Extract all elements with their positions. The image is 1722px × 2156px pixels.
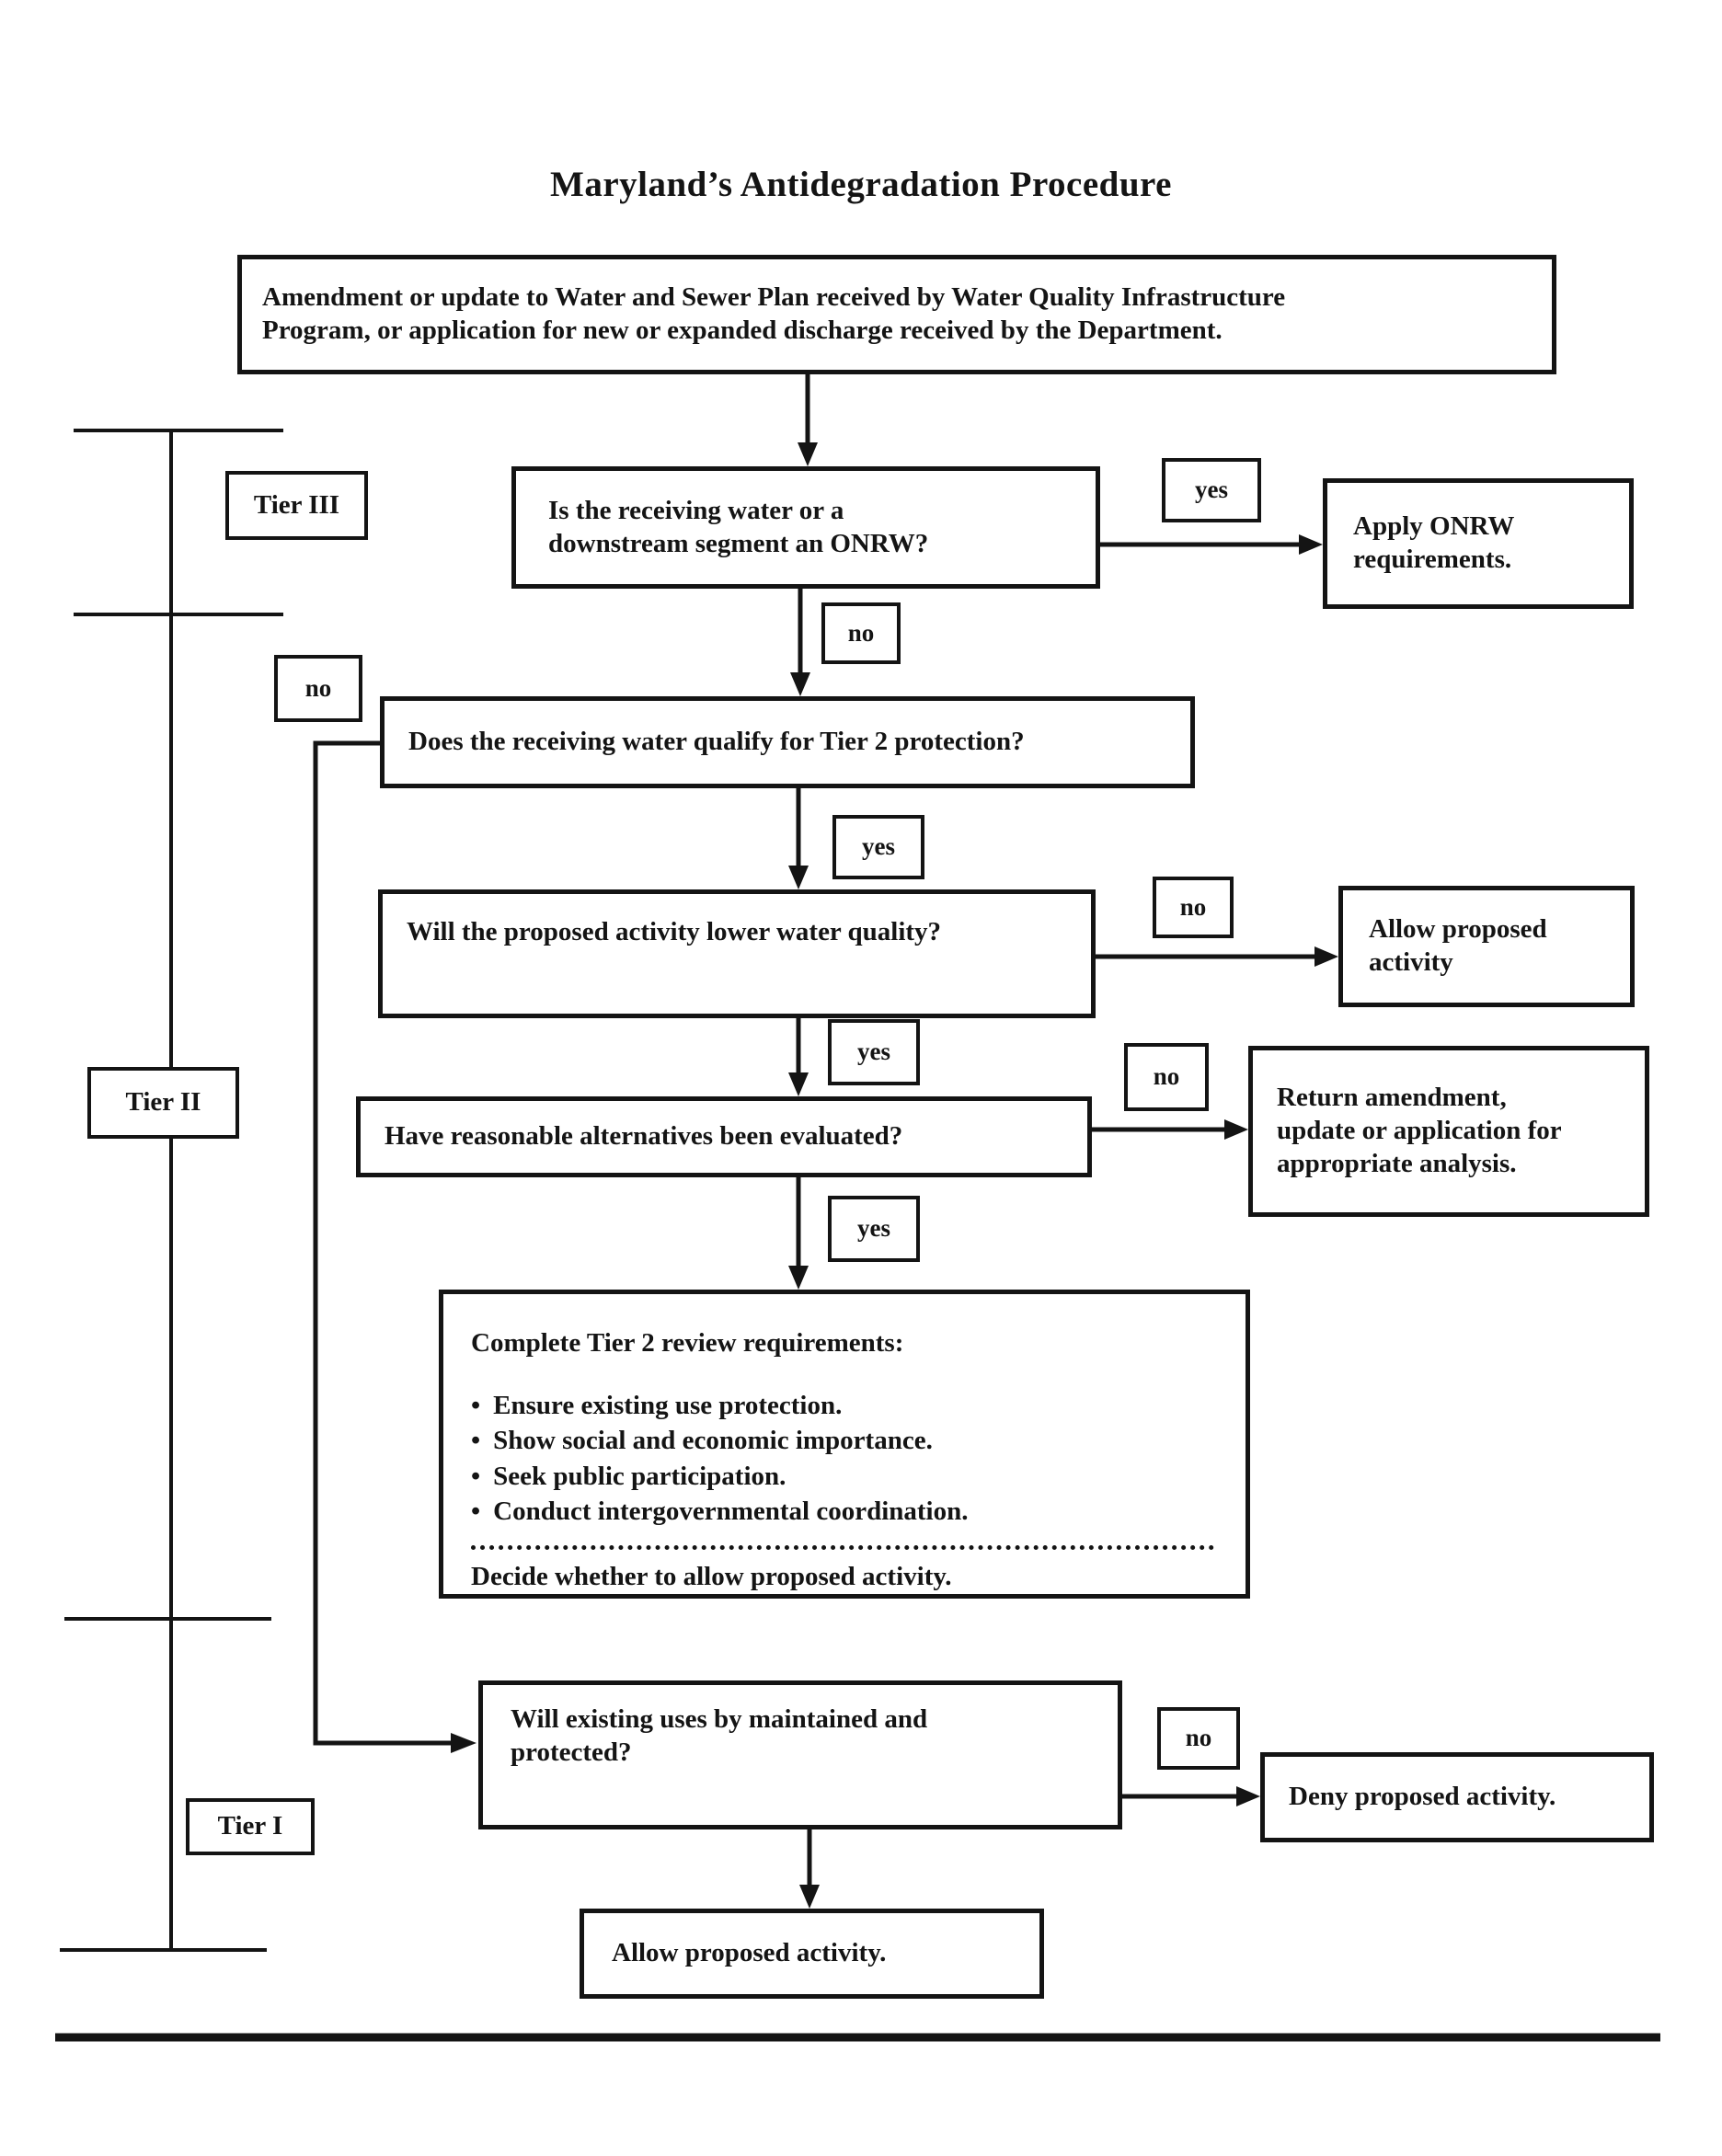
label-no-existing-uses: no: [1157, 1707, 1240, 1770]
label-no-tier2: no: [274, 655, 362, 722]
node-lower-wq-question: Will the proposed activity lower water quality?: [378, 889, 1096, 1018]
bullet-text: Ensure existing use protection.: [493, 1391, 843, 1421]
existing-uses-line1: Will existing uses by maintained and: [511, 1704, 928, 1734]
bullet-icon: •: [471, 1391, 481, 1421]
bullet-text: Seek public participation.: [493, 1461, 786, 1491]
tier3-label: Tier III: [225, 471, 368, 540]
bullet-icon: •: [471, 1426, 481, 1456]
tier2-review-bullet-1: [471, 1390, 1222, 1421]
node-return-amendment: [1248, 1046, 1649, 1217]
node-tier2-question: Does the receiving water qualify for Tier 2 protection?: [380, 696, 1195, 788]
return-line3: appropriate analysis.: [1277, 1148, 1517, 1178]
tier2-review-footer: Decide whether to allow proposed activity.: [471, 1562, 952, 1592]
node-allow-activity: [1338, 886, 1635, 1007]
tier2-review-bullet-3: [471, 1461, 1222, 1492]
node-apply-onrw: [1323, 478, 1634, 609]
existing-uses-line2: protected?: [511, 1737, 632, 1767]
tier2-review-heading: Complete Tier 2 review requirements:: [471, 1328, 904, 1358]
bullet-text: Conduct intergovernmental coordination.: [493, 1496, 969, 1526]
label-no-onrw: no: [821, 602, 901, 664]
node-deny-activity: Deny proposed activity.: [1260, 1752, 1654, 1842]
label-no-alternatives: no: [1124, 1043, 1209, 1111]
node-start-line2: Program, or application for new or expanded discharge received by the Department.: [262, 315, 1223, 345]
label-yes-onrw: yes: [1162, 458, 1261, 522]
label-no-lower-wq: no: [1153, 877, 1234, 938]
label-yes-lower-wq: yes: [828, 1019, 920, 1085]
dashed-separator: [471, 1545, 1214, 1550]
page-title: Maryland’s Antidegradation Procedure: [550, 165, 1172, 204]
node-allow-activity-final: Allow proposed activity.: [580, 1909, 1044, 1999]
onrw-line2: downstream segment an ONRW?: [548, 528, 929, 558]
bullet-text: Show social and economic importance.: [493, 1426, 933, 1456]
tier2-review-bullet-4: [471, 1496, 1222, 1527]
return-line1: Return amendment,: [1277, 1083, 1507, 1113]
node-start: [237, 255, 1556, 374]
node-existing-uses-question: [478, 1680, 1122, 1829]
node-onrw-question: [511, 466, 1100, 589]
label-yes-alternatives: yes: [828, 1196, 920, 1262]
onrw-line1: Is the receiving water or a: [548, 495, 844, 525]
node-start-line1: Amendment or update to Water and Sewer Plan received by Water Quality Infrastructure: [262, 282, 1286, 313]
allow-activity-line1: Allow proposed: [1369, 914, 1547, 945]
node-tier2-review: [439, 1290, 1250, 1599]
bullet-icon: •: [471, 1496, 481, 1526]
node-alternatives-question: Have reasonable alternatives been evaluated?: [356, 1096, 1092, 1177]
bullet-icon: •: [471, 1461, 481, 1491]
allow-activity-line2: activity: [1369, 947, 1453, 977]
tier2-review-bullet-2: [471, 1425, 1222, 1456]
return-line2: update or application for: [1277, 1116, 1562, 1146]
label-yes-tier2: yes: [832, 815, 924, 879]
tier-bracket: [60, 430, 283, 1950]
tier2-label: Tier II: [87, 1067, 239, 1139]
apply-onrw-line2: requirements.: [1353, 545, 1512, 574]
apply-onrw-line1: Apply ONRW: [1353, 511, 1515, 542]
tier1-label: Tier I: [186, 1798, 315, 1855]
